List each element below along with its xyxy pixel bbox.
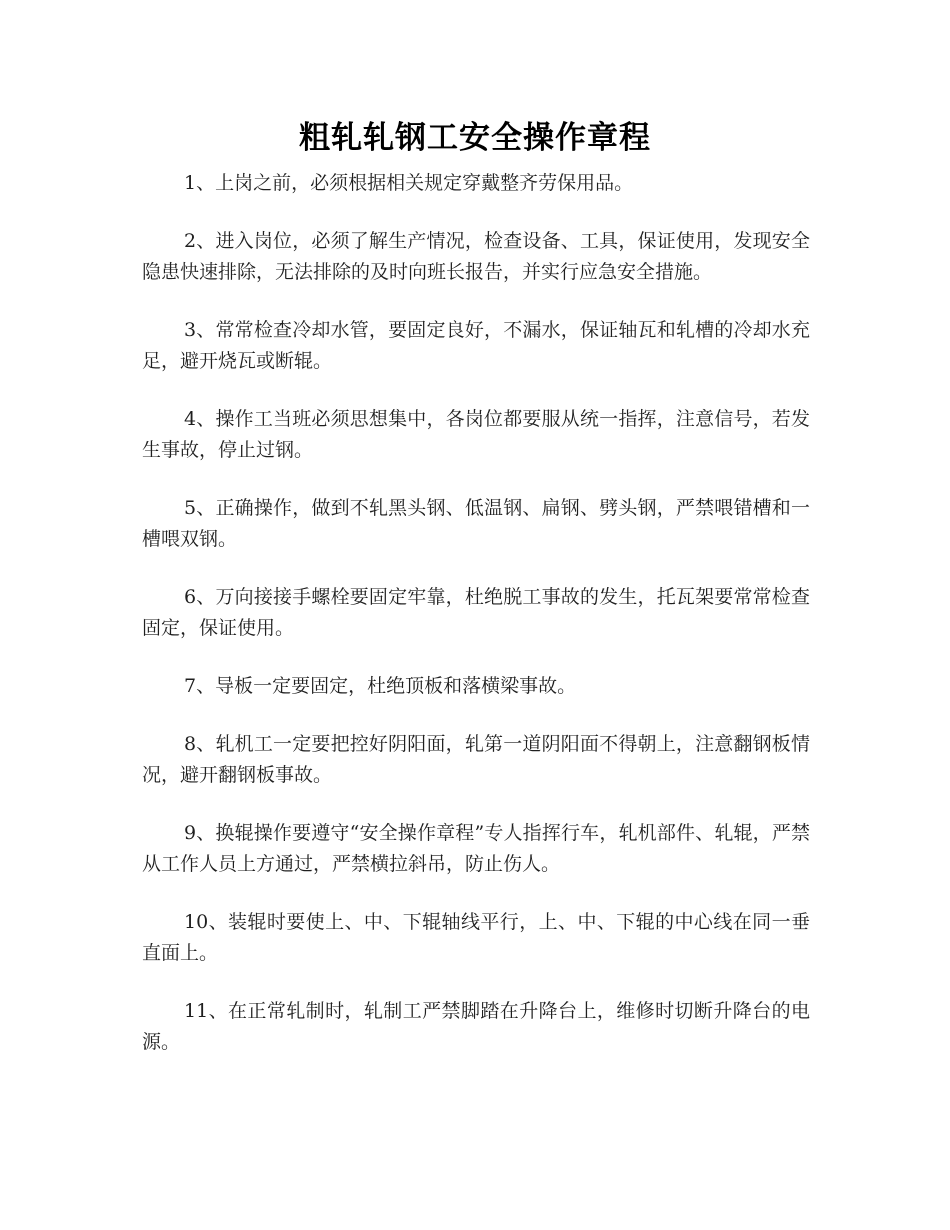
rule-paragraph-4: 4、操作工当班必须思想集中，各岗位都要服从统一指挥，注意信号，若发生事故，停止过钢。: [142, 408, 810, 461]
rule-paragraph-8: 8、轧机工一定要把控好阴阳面，轧第一道阴阳面不得朝上，注意翻钢板情况，避开翻钢板事故。: [142, 733, 810, 786]
rule-paragraph-7: 7、导板一定要固定，杜绝顶板和落横梁事故。: [184, 675, 577, 697]
rule-paragraph-2: 2、进入岗位，必须了解生产情况，检查设备、工具，保证使用，发现安全隐患快速排除，无法排除的及时向班长报告，并实行应急安全措施。: [142, 230, 810, 283]
rule-paragraph-9: 9、换辊操作要遵守“安全操作章程”专人指挥行车，轧机部件、轧辊，严禁从工作人员上方通过，严禁横拉斜吊，防止伤人。: [142, 822, 810, 875]
rule-paragraph-10: 10、装辊时要使上、中、下辊轴线平行，上、中、下辊的中心线在同一垂直面上。: [142, 911, 810, 964]
document-body: [142, 168, 810, 1085]
rule-paragraph-3: 3、常常检查冷却水管，要固定良好，不漏水，保证轴瓦和轧槽的冷却水充足，避开烧瓦或断辊。: [142, 319, 810, 372]
rule-paragraph-6: 6、万向接接手螺栓要固定牢靠，杜绝脱工事故的发生，托瓦架要常常检查固定，保证使用。: [142, 586, 810, 639]
rule-paragraph-1: 1、上岗之前，必须根据相关规定穿戴整齐劳保用品。: [184, 172, 634, 194]
rule-paragraph-5: 5、正确操作，做到不轧黑头钢、低温钢、扁钢、劈头钢，严禁喂错槽和一槽喂双钢。: [142, 497, 810, 550]
document-title: 粗轧轧钢工安全操作章程: [299, 120, 651, 156]
rule-paragraph-11: 11、在正常轧制时，轧制工严禁脚踏在升降台上，维修时切断升降台的电源。: [142, 1000, 810, 1053]
